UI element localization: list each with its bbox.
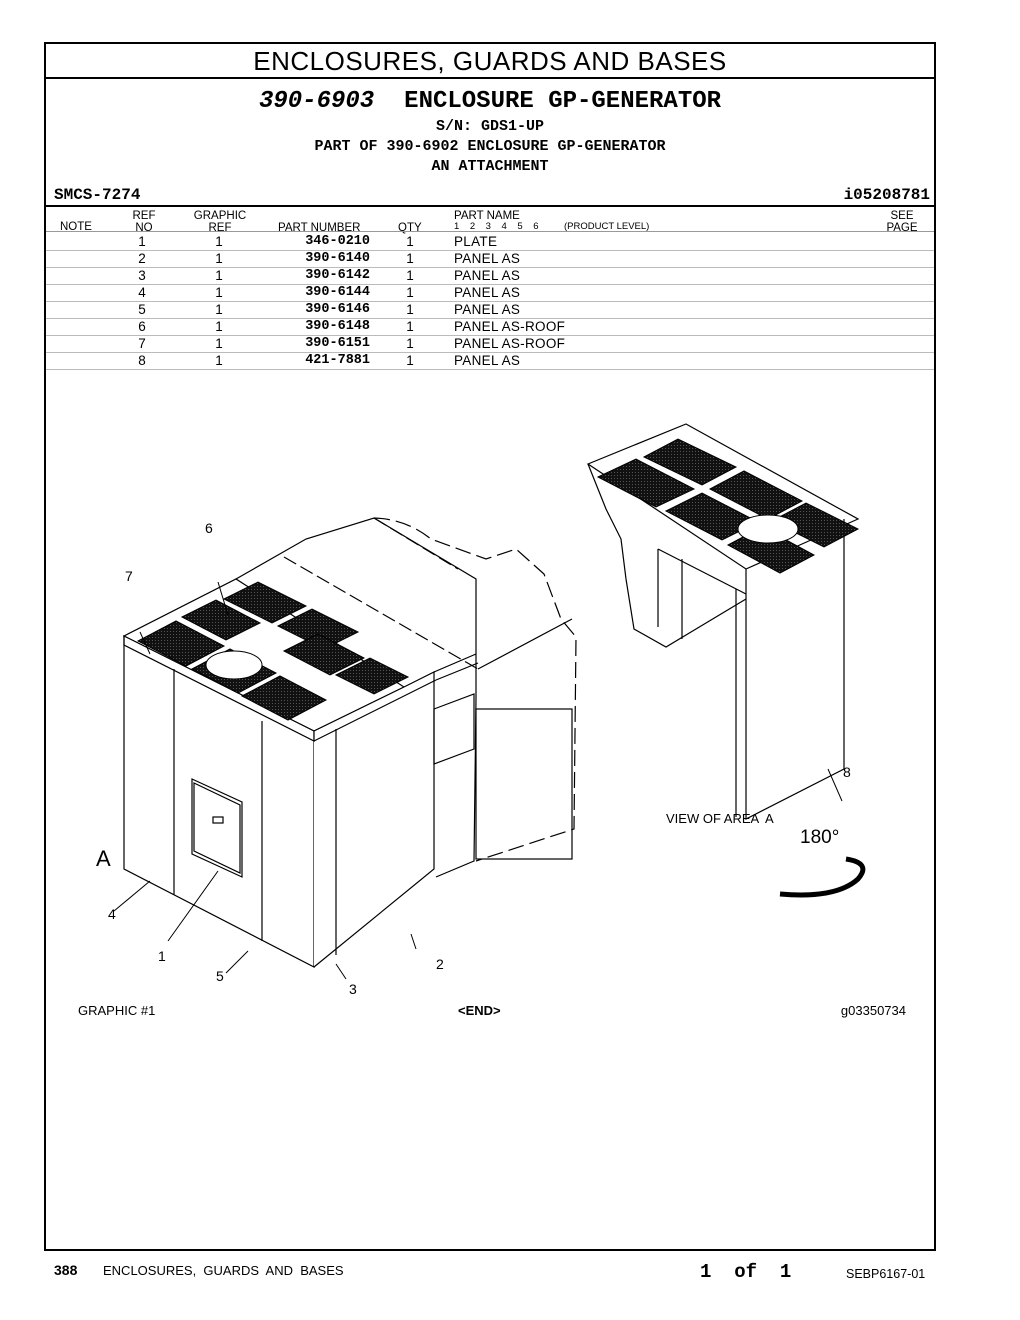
col-graphic-top: GRAPHIC [193,210,247,222]
graphic-ref: 1 [215,234,223,249]
part-of-line: PART OF 390-6902 ENCLOSURE GP-GENERATOR [314,138,666,155]
table-row [46,352,934,370]
section-title: ENCLOSURES, GUARDS AND BASES [46,44,934,79]
part-name: PANEL AS [454,251,521,266]
main-enclosure-drawing [124,518,576,967]
callout-8: 8 [843,764,851,780]
callout-3: 3 [349,981,357,997]
ref-no: 4 [138,285,146,300]
callout-2: 2 [436,956,444,972]
graphic-ref: 1 [215,268,223,283]
col-note: NOTE [60,221,92,233]
part-number: 346-0210 [305,234,370,249]
table-row [46,267,934,285]
part-number: 390-6144 [305,285,370,300]
graphic-label: GRAPHIC #1 [78,1003,156,1018]
illustration-id: i05208781 [843,186,930,204]
table-row [46,335,934,353]
callout-6: 6 [205,520,213,536]
part-name: PANEL AS [454,268,521,283]
assembly-part-title: ENCLOSURE GP-GENERATOR [404,88,722,115]
graphic-ref: 1 [215,285,223,300]
footer-doc-id: SEBP6167-01 [846,1267,926,1281]
assembly-part-number: 390-6903 [258,88,375,115]
smcs-code: SMCS-7274 [54,186,141,204]
part-number: 390-6148 [305,319,370,334]
footer-page-of: 1 of 1 [700,1261,792,1283]
end-marker: <END> [458,1003,501,1018]
callout-area-a: A [96,846,111,871]
graphic-ref: 1 [215,251,223,266]
quantity: 1 [406,285,414,300]
col-levels: 1 2 3 4 5 6 [454,221,539,232]
quantity: 1 [406,268,414,283]
col-see-top: SEE [890,210,914,222]
part-number: 390-6146 [305,302,370,317]
rotation-label: 180° [800,827,840,848]
header-bottom-rule [46,231,934,232]
table-row [46,318,934,336]
ref-no: 3 [138,268,146,283]
col-part-number: PART NUMBER [278,222,361,234]
footer-section: ENCLOSURES, GUARDS AND BASES [103,1263,344,1278]
graphic-ref: 1 [215,336,223,351]
part-number: 390-6142 [305,268,370,283]
attachment-line: AN ATTACHMENT [431,158,549,175]
graphic-ref: 1 [215,319,223,334]
ref-no: 5 [138,302,146,317]
col-part-name: PART NAME [454,210,520,222]
page-frame [44,42,936,1251]
graphic-id: g03350734 [840,1003,906,1018]
rotation-arrow-icon [780,859,863,895]
table-row [46,284,934,302]
ref-no: 2 [138,251,146,266]
col-qty: QTY [398,222,422,234]
table-row [46,233,934,251]
callout-1: 1 [158,948,166,964]
callout-5: 5 [216,968,224,984]
part-number: 390-6151 [305,336,370,351]
view-label: VIEW OF AREA A [666,811,774,826]
quantity: 1 [406,234,414,249]
quantity: 1 [406,353,414,368]
part-name: PANEL AS [454,353,521,368]
part-name: PLATE [454,234,498,249]
serial-number: S/N: GDS1-UP [435,118,545,135]
ref-no: 7 [138,336,146,351]
part-number: 421-7881 [305,353,370,368]
part-title-line [46,88,934,116]
callout-7: 7 [125,568,133,584]
table-row [46,301,934,319]
part-name: PANEL AS [454,285,521,300]
part-name: PANEL AS [454,302,521,317]
quantity: 1 [406,251,414,266]
part-name: PANEL AS-ROOF [454,336,566,351]
table-row [46,250,934,268]
col-ref-top: REF [132,210,156,222]
graphic-ref: 1 [215,302,223,317]
col-ref-bottom: NO [135,222,153,234]
graphic-ref: 1 [215,353,223,368]
ref-no: 1 [138,234,146,249]
col-see-bottom: PAGE [886,222,918,234]
footer-page-number: 388 [54,1262,78,1278]
ref-no: 8 [138,353,146,368]
enclosure-illustration [46,369,934,1009]
quantity: 1 [406,336,414,351]
part-name: PANEL AS-ROOF [454,319,566,334]
ref-no: 6 [138,319,146,334]
callout-4: 4 [108,906,116,922]
col-product-level: (PRODUCT LEVEL) [564,221,650,232]
quantity: 1 [406,302,414,317]
part-number: 390-6140 [305,251,370,266]
col-graphic-bottom: REF [208,222,232,234]
header-divider [46,205,934,207]
quantity: 1 [406,319,414,334]
